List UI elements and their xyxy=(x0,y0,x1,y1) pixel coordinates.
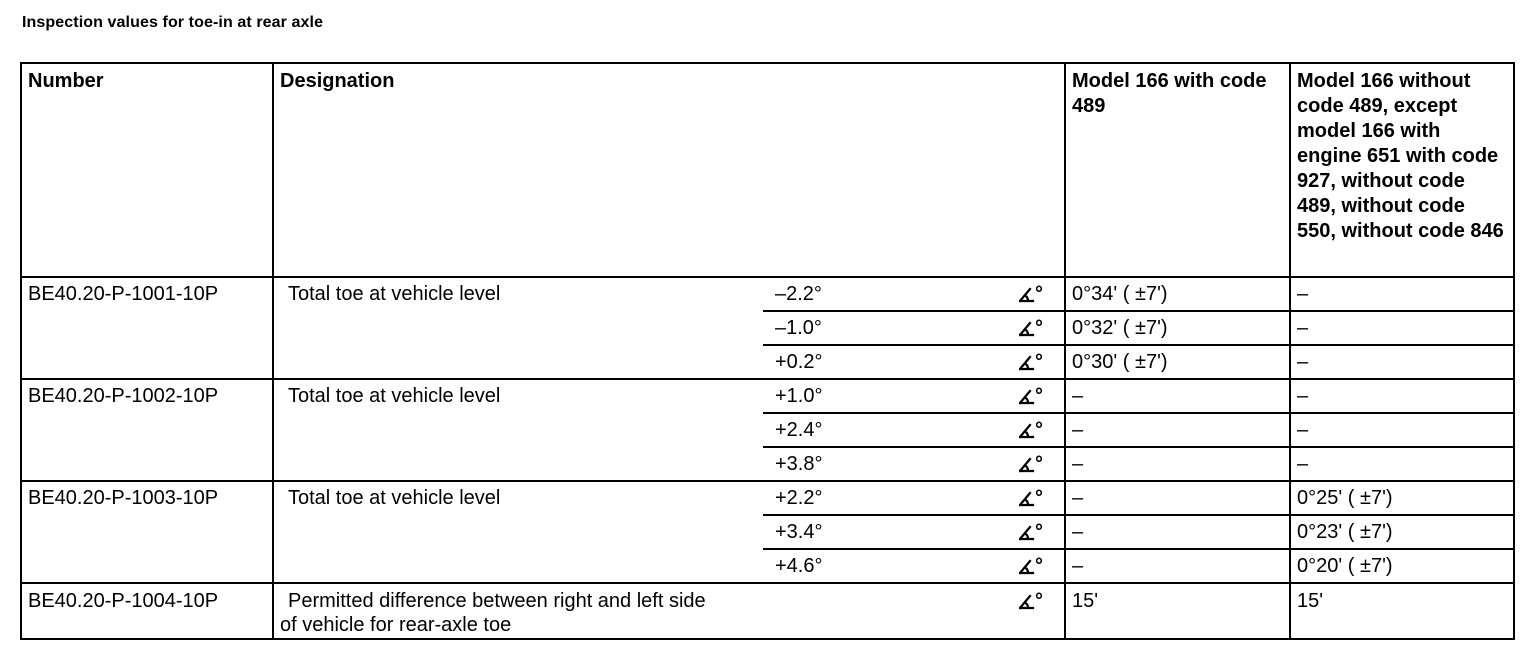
row-angle: +4.6° xyxy=(763,549,993,583)
row-value-model-166-with-code-489: – xyxy=(1065,549,1290,583)
row-value-model-166-with-code-489: 0°34' ( ±7') xyxy=(1065,277,1290,311)
row-angle: –1.0° xyxy=(763,311,993,345)
row-value-model-166-with-code-489: 0°30' ( ±7') xyxy=(1065,345,1290,379)
row-angle: +2.2° xyxy=(763,481,993,515)
row-angle: +3.8° xyxy=(763,447,993,481)
table-row xyxy=(21,583,1514,639)
row-angle: –2.2° xyxy=(763,277,993,311)
row-value-model-166-without-code-489: – xyxy=(1290,447,1514,481)
row-value-model-166-without-code-489: – xyxy=(1290,311,1514,345)
row-designation: Total toe at vehicle level xyxy=(273,481,763,583)
row-unit xyxy=(993,413,1065,447)
table-row xyxy=(21,277,1514,311)
angle-symbol-icon xyxy=(1019,287,1035,303)
row-unit-degree: ° xyxy=(1035,283,1042,305)
header-model-166-without-code-489: Model 166 without code 489, except model 166 with engine 651 with code 927, without code 489, without code 550, without code 846 xyxy=(1290,63,1514,277)
angle-symbol-icon xyxy=(1019,559,1035,575)
row-number: BE40.20-P-1002-10P xyxy=(21,379,273,481)
row-designation: Total toe at vehicle level xyxy=(273,379,763,481)
row-unit-degree: ° xyxy=(1035,419,1042,441)
row-value-model-166-without-code-489: – xyxy=(1290,379,1514,413)
row-unit-degree: ° xyxy=(1035,521,1042,543)
row-value-model-166-without-code-489: – xyxy=(1290,277,1514,311)
header-designation: Designation xyxy=(273,63,1065,277)
row-unit xyxy=(993,515,1065,549)
row-value-model-166-with-code-489: – xyxy=(1065,515,1290,549)
row-unit-degree: ° xyxy=(1035,590,1042,612)
row-unit-degree: ° xyxy=(1035,351,1042,373)
row-angle: +3.4° xyxy=(763,515,993,549)
row-unit xyxy=(993,379,1065,413)
row-value-model-166-with-code-489: 0°32' ( ±7') xyxy=(1065,311,1290,345)
row-unit-degree: ° xyxy=(1035,487,1042,509)
row-value-model-166-without-code-489: – xyxy=(1290,413,1514,447)
angle-symbol-icon xyxy=(1019,491,1035,507)
table-row xyxy=(21,481,1514,515)
row-unit xyxy=(993,277,1065,311)
toe-in-inspection-table xyxy=(20,62,1515,640)
row-number: BE40.20-P-1003-10P xyxy=(21,481,273,583)
row-unit-degree: ° xyxy=(1035,317,1042,339)
angle-symbol-icon xyxy=(1019,457,1035,473)
table-row xyxy=(21,379,1514,413)
document-title: Inspection values for toe-in at rear axle xyxy=(22,14,324,31)
row-designation-line1: Permitted difference between right and left side xyxy=(288,590,706,612)
angle-symbol-icon xyxy=(1019,525,1035,541)
angle-symbol-icon xyxy=(1019,423,1035,439)
row-unit xyxy=(993,583,1065,639)
row-unit xyxy=(993,311,1065,345)
row-designation: Total toe at vehicle level xyxy=(273,277,763,379)
row-value-model-166-with-code-489: 15' xyxy=(1065,583,1290,639)
angle-symbol-icon xyxy=(1019,594,1035,610)
header-number: Number xyxy=(21,63,273,277)
angle-symbol-icon xyxy=(1019,321,1035,337)
angle-symbol-icon xyxy=(1019,389,1035,405)
row-unit-degree: ° xyxy=(1035,555,1042,577)
row-value-model-166-with-code-489: – xyxy=(1065,379,1290,413)
header-model-166-with-code-489: Model 166 with code 489 xyxy=(1065,63,1290,277)
row-number: BE40.20-P-1004-10P xyxy=(21,583,273,639)
row-designation xyxy=(273,583,993,639)
row-value-model-166-with-code-489: – xyxy=(1065,413,1290,447)
row-value-model-166-without-code-489: 0°20' ( ±7') xyxy=(1290,549,1514,583)
row-unit xyxy=(993,447,1065,481)
row-designation-line2: of vehicle for rear-axle toe xyxy=(280,614,512,636)
row-angle: +2.4° xyxy=(763,413,993,447)
row-value-model-166-with-code-489: – xyxy=(1065,447,1290,481)
row-unit xyxy=(993,549,1065,583)
table-header-row xyxy=(21,63,1514,277)
row-value-model-166-with-code-489: – xyxy=(1065,481,1290,515)
row-number: BE40.20-P-1001-10P xyxy=(21,277,273,379)
row-unit xyxy=(993,345,1065,379)
row-unit-degree: ° xyxy=(1035,385,1042,407)
row-angle: +1.0° xyxy=(763,379,993,413)
row-value-model-166-without-code-489: 15' xyxy=(1290,583,1514,639)
row-value-model-166-without-code-489: 0°23' ( ±7') xyxy=(1290,515,1514,549)
row-value-model-166-without-code-489: – xyxy=(1290,345,1514,379)
row-angle: +0.2° xyxy=(763,345,993,379)
row-value-model-166-without-code-489: 0°25' ( ±7') xyxy=(1290,481,1514,515)
table-body xyxy=(21,277,1514,639)
angle-symbol-icon xyxy=(1019,355,1035,371)
row-unit xyxy=(993,481,1065,515)
row-unit-degree: ° xyxy=(1035,453,1042,475)
